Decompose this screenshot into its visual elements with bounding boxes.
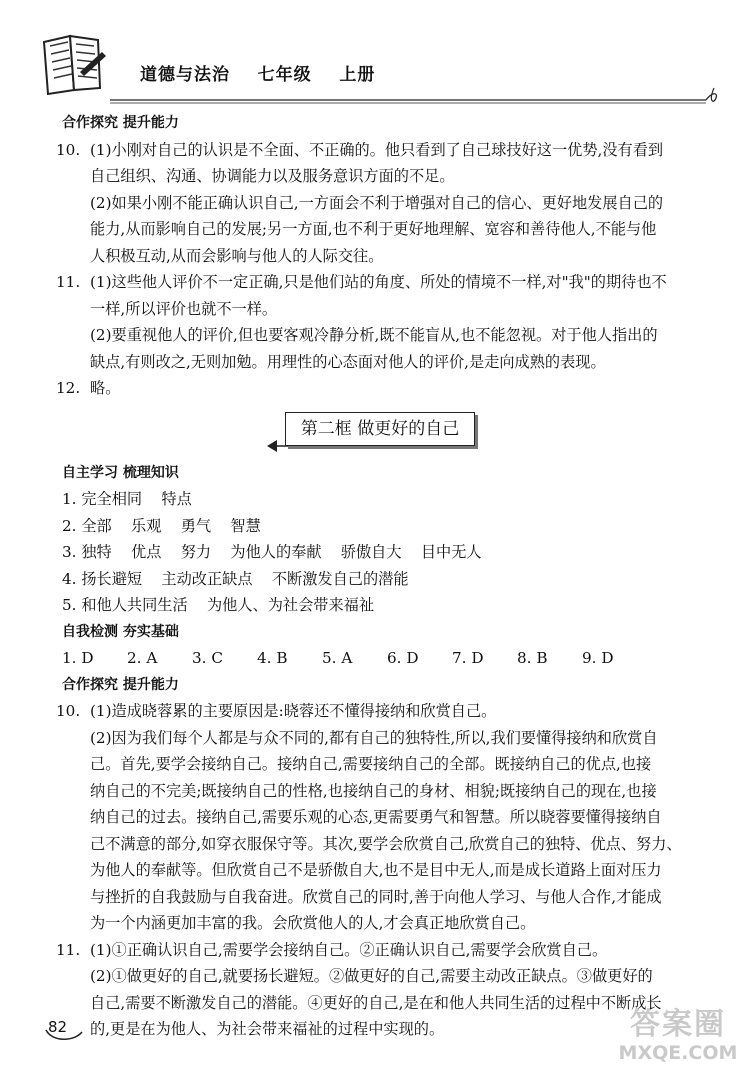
lesson-title: 第二框 做更好的自己 [285, 412, 475, 446]
watermark-logo: 答案圈 [630, 1007, 726, 1042]
question-11 [56, 269, 697, 375]
answer-line: (2)因为我们每个人都是与众不同的,都有自己的独特性,所以,我们要懂得接纳和欣赏自 [90, 728, 658, 747]
lesson-banner [62, 406, 697, 458]
answer-line: 己。首先,要学会接纳自己。接纳自己,需要接纳自己的全部。既接纳自己的优点,也接 [90, 755, 652, 773]
answer-line: 略。 [90, 379, 121, 397]
choice-answer: 7. D [452, 649, 484, 667]
page-number: 82 [48, 1018, 68, 1036]
choice-answer: 8. B [517, 649, 548, 667]
answer-line: 纳自己的不完美;既接纳自己的性格,也接纳自己的身材、相貌;既接纳自己的现在,也接 [90, 781, 657, 800]
list-item: 4. 扬长避短 主动改正缺点 不断激发自己的潜能 [62, 569, 409, 588]
section-heading-cooperative: 合作探究 提升能力 [62, 115, 179, 131]
answer-line: (2)要重视他人的评价,但也要客观冷静分析,既不能盲从,也不能忽视。对于他人指出的 [90, 326, 658, 344]
answer-line: 为他人的奉献等。但欣赏自己不是骄傲自大,也不是目中无人,而是成长道路上面对压力 [90, 861, 662, 879]
answer-line: (1)①正确认识自己,需要学会接纳自己。②正确认识自己,需要学会欣赏自己。 [90, 940, 608, 959]
answer-line: 一样,所以评价也就不一样。 [90, 299, 278, 318]
answer-line: 缺点,有则改之,无则加勉。用理性的心态面对他人的评价,是走向成熟的表现。 [90, 352, 606, 371]
watermark-url: MXQE.COM [618, 1042, 738, 1064]
choice-answers [62, 645, 697, 672]
question-number: 11. [56, 273, 81, 291]
question-number: 10. [56, 702, 81, 720]
section-heading-self-study: 自主学习 梳理知识 [62, 464, 179, 481]
answer-line: (2)①做更好的自己,就要扬长避短。②做更好的自己,需要主动改正缺点。③做更好的 [90, 967, 653, 985]
answer-line: 的,更是在为他人、为社会带来福祉的过程中实现的。 [90, 1020, 445, 1038]
choice-answer: 5. A [322, 649, 353, 667]
question-10-b [56, 698, 697, 937]
list-item: 2. 全部 乐观 勇气 智慧 [62, 516, 261, 535]
answer-line: (1)造成晓蓉累的主要原因是:晓蓉还不懂得接纳和欣赏自己。 [90, 702, 497, 720]
choice-answer: 3. C [192, 649, 223, 667]
answer-line: (1)这些他人评价不一定正确,只是他们站的角度、所处的情境不一样,对"我"的期待也不 [90, 273, 667, 291]
answer-line: (1)小刚对自己的认识是不全面、不正确的。他只看到了自己球技好这一优势,没有看到 [90, 140, 664, 159]
answer-line: 自己组织、沟通、协调能力以及服务意识方面的不足。 [90, 167, 455, 185]
watermark [612, 1008, 744, 1068]
page-header [40, 32, 710, 102]
header-title: 道德与法治 七年级 上册 [140, 65, 376, 85]
list-item: 3. 独特 优点 努力 为他人的奉献 骄傲自大 目中无人 [62, 543, 482, 561]
question-number: 11. [56, 940, 81, 959]
answer-line: (2)如果小刚不能正确认识自己,一方面会不利于增强对自己的信心、更好地发展自己的 [90, 193, 664, 212]
section-heading-self-test: 自我检测 夯实基础 [62, 623, 179, 640]
list-item: 1. 完全相同 特点 [62, 490, 192, 508]
page-number-decoration [44, 1028, 84, 1042]
choice-answer: 6. D [387, 649, 419, 667]
answer-line: 人积极互动,从而会影响与他人的人际交往。 [90, 246, 384, 265]
answer-line: 自己,需要不断激发自己的潜能。④更好的自己,是在和他人共同生活的过程中不断成长 [90, 993, 662, 1012]
answer-line: 与挫折的自我鼓励与自我奋进。欣赏自己的同时,善于向他人学习、与他人合作,才能成 [90, 887, 662, 906]
choice-answer: 1. D [62, 649, 94, 667]
answer-line: 为一个内涵更加丰富的我。会欣赏他人的人,才会真正地欣赏自己。 [90, 914, 536, 932]
question-number: 12. [56, 379, 81, 397]
list-item: 5. 和他人共同生活 为他人、为社会带来福祉 [62, 596, 375, 614]
choice-answer: 2. A [127, 649, 158, 667]
choice-answer: 4. B [257, 649, 288, 667]
choice-answer: 9. D [582, 649, 614, 667]
section-heading-cooperative-2: 合作探究 提升能力 [62, 676, 179, 693]
book-icon [40, 32, 108, 96]
answer-line: 己不满意的部分,如穿衣服保守等。其次,要学会欣赏自己,欣赏自己的独特、优点、努力、 [90, 834, 682, 853]
question-number: 10. [56, 140, 81, 159]
answer-line: 能力,从而影响自己的发展;另一方面,也不利于更好地理解、宽容和善待他人,不能与他 [90, 220, 657, 238]
header-divider [110, 86, 720, 104]
question-10 [56, 137, 697, 270]
answer-line: 纳自己的过去。接纳自己,需要乐观的心态,更需要勇气和智慧。所以晓蓉要懂得接纳自 [90, 808, 662, 826]
question-12 [56, 375, 697, 402]
